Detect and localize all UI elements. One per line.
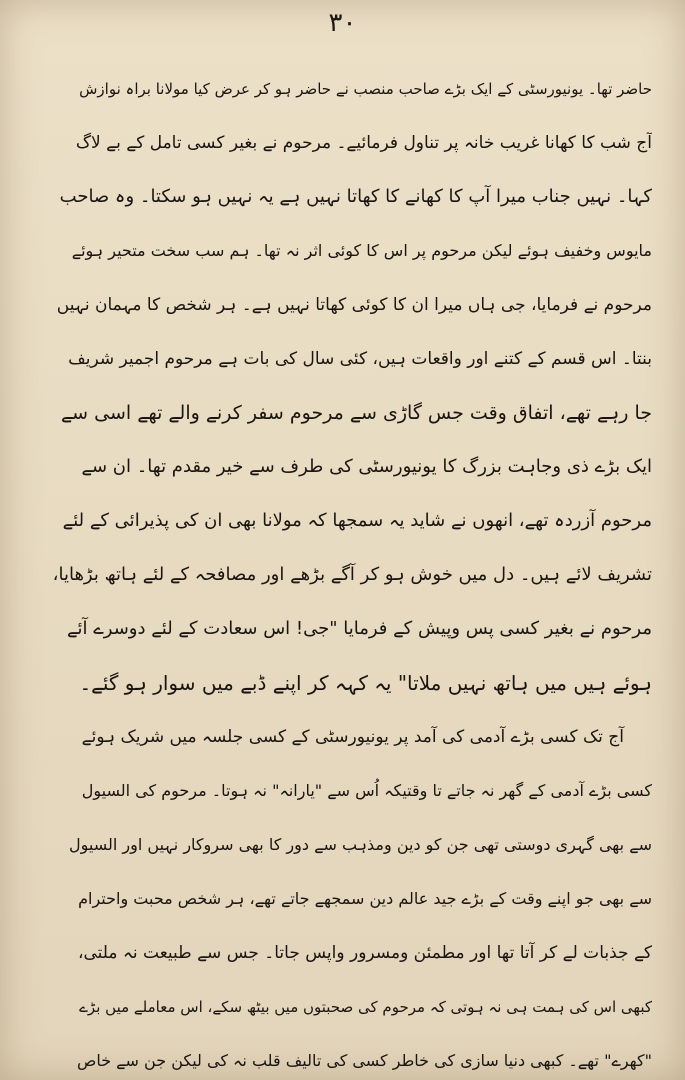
text-line: جا رہے تھے، اتفاق وقت جس گاڑی سے مرحوم سفر کرنے والے تھے اسی سے <box>61 402 652 424</box>
body-text <box>52 62 652 1080</box>
text-line: آج تک کسی بڑے آدمی کی آمد پر یونیورسٹی کے کسی جلسہ میں شریک ہوئے <box>81 727 624 747</box>
text-line: آج شب کا کھانا غریب خانہ پر تناول فرمائیے۔ مرحوم نے بغیر کسی تامل کے بے لاگ <box>75 133 652 153</box>
text-line: کبھی اس کی ہمت ہی نہ ہوتی کہ مرحوم کی صحبتوں میں بیٹھ سکے، اس معاملے میں بڑے <box>79 998 652 1016</box>
text-line: مرحوم نے بغیر کسی پس وپیش کے فرمایا "جی! اس سعادت کے لئے دوسرے آئے <box>66 618 652 639</box>
text-line: کے جذبات لے کر آتا تھا اور مطمئن ومسرور واپس جاتا۔ جس سے طبیعت نہ ملتی، <box>77 943 652 963</box>
text-line: ایک بڑے ذی وجاہت بزرگ کا یونیورسٹی کی طرف سے خیر مقدم تھا۔ ان سے <box>81 456 652 477</box>
text-line: مرحوم نے فرمایا، جی ہاں میرا ان کا کوئی کھاتا نہیں ہے۔ ہر شخص کا مہمان نہیں <box>56 295 652 315</box>
page-number: ۳۰ <box>328 8 357 38</box>
text-line: سے بھی گہری دوستی تھی جن کو دین ومذہب سے دور کا بھی سروکار نہیں اور السیول <box>69 835 652 854</box>
text-line: "کھرے" تھے۔ کبھی دنیا سازی کی خاطر کسی کی تالیف قلب نہ کی لیکن جن سے خاص <box>76 1051 652 1070</box>
text-line: مرحوم آزردہ تھے، انھوں نے شاید یہ سمجھا کہ مولانا بھی ان کی پذیرائی کے لئے <box>62 510 652 531</box>
text-line: کہا۔ نہیں جناب میرا آپ کا کھانے کا کھاتا نہیں ہے یہ نہیں ہو سکتا۔ وہ صاحب <box>59 186 652 207</box>
text-line: تشریف لائے ہیں۔ دل میں خوش ہو کر آگے بڑھے اور مصافحہ کے لئے ہاتھ بڑھایا، <box>52 564 652 585</box>
text-line: ہوئے ہیں میں ہاتھ نہیں ملاتا" یہ کہہ کر اپنے ڈبے میں سوار ہو گئے۔ <box>79 671 652 695</box>
text-line: مایوس وخفیف ہوئے لیکن مرحوم پر اس کا کوئی اثر نہ تھا۔ ہم سب سخت متحیر ہوئے <box>71 241 652 260</box>
text-line: حاضر تھا۔ یونیورسٹی کے ایک بڑے صاحب منصب نے حاضر ہو کر عرض کیا مولانا براہ نوازش <box>79 80 652 98</box>
text-line: سے بھی جو اپنے وقت کے بڑے جید عالم دین سمجھے جاتے تھے، ہر شخص محبت واحترام <box>78 889 652 908</box>
text-line: کسی بڑے آدمی کے گھر نہ جاتے تا وقتیکہ اُس سے "یارانہ" نہ ہوتا۔ مرحوم کی السیول <box>81 781 652 800</box>
text-line: بنتا۔ اس قسم کے کتنے اور واقعات ہیں، کئی سال کی بات ہے مرحوم اجمیر شریف <box>68 349 652 369</box>
